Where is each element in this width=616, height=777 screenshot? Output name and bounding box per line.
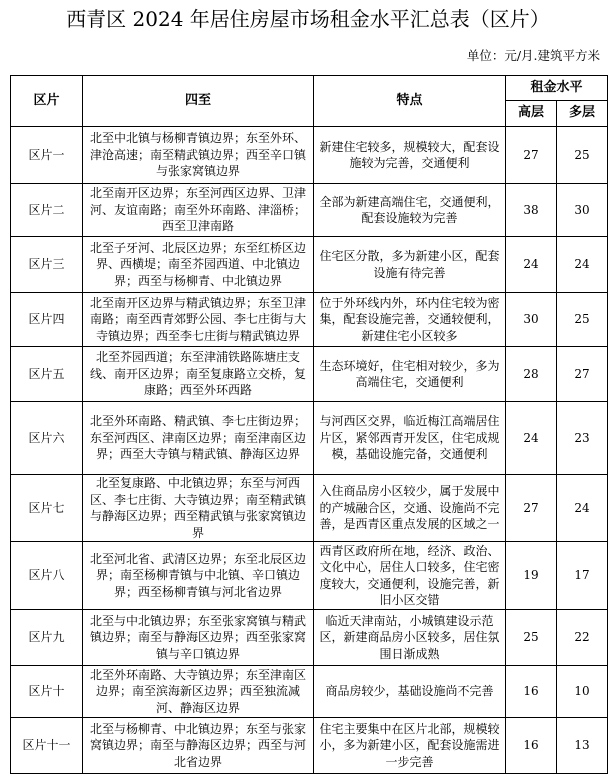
multi-storey-rent: 23 — [557, 402, 608, 475]
district-boundaries: 北至芥园西道；东至津浦铁路陈塘庄支线、南开区边界；南至复康路立交桥，复康路；西至外环西路 — [83, 347, 314, 402]
district-name: 区片十 — [11, 666, 83, 718]
district-boundaries: 北至子牙河、北辰区边界；东至红桥区边界、西横堤；南至芥园西道、中北镇边界；西至与杨柳青、中北镇边界 — [83, 237, 314, 293]
district-name: 区片六 — [11, 402, 83, 475]
district-name: 区片五 — [11, 347, 83, 402]
unit-note: 单位：元/月.建筑平方米 — [466, 48, 600, 63]
district-features: 与河西区交界，临近梅江高端居住片区，紧邻西青开发区，住宅成规模，基础设施完备，交通便利 — [314, 402, 506, 475]
table-row — [11, 237, 608, 293]
column-header-multi-storey: 多层 — [557, 101, 608, 127]
district-features: 全部为新建高端住宅，交通便利，配套设施较为完善 — [314, 184, 506, 237]
multi-storey-rent: 25 — [557, 127, 608, 184]
rent-summary-table — [10, 75, 608, 774]
district-boundaries: 北至与杨柳青、中北镇边界；东至与张家窝镇边界；南至与静海区边界；西至与河北省边界 — [83, 718, 314, 774]
high-rise-rent: 25 — [506, 610, 557, 666]
high-rise-rent: 24 — [506, 237, 557, 293]
district-boundaries: 北至南开区边界与精武镇边界；东至卫津南路；南至西青郊野公园、李七庄街与大寺镇边界；西至李七庄街与精武镇边界 — [83, 293, 314, 347]
high-rise-rent: 16 — [506, 666, 557, 718]
district-name: 区片七 — [11, 475, 83, 542]
table-header-row — [11, 76, 608, 101]
column-header-rent-level: 租金水平 — [506, 76, 608, 101]
multi-storey-rent: 24 — [557, 475, 608, 542]
column-header-high-rise: 高层 — [506, 101, 557, 127]
district-features: 临近天津南站，小城镇建设示范区，新建商品房小区较多，居住氛围日渐成熟 — [314, 610, 506, 666]
column-header-features: 特点 — [314, 76, 506, 127]
district-boundaries: 北至南开区边界；东至河西区边界、卫津河、友谊南路；南至外环南路、津淄桥；西至卫津南路 — [83, 184, 314, 237]
multi-storey-rent: 22 — [557, 610, 608, 666]
high-rise-rent: 27 — [506, 127, 557, 184]
multi-storey-rent: 27 — [557, 347, 608, 402]
high-rise-rent: 16 — [506, 718, 557, 774]
high-rise-rent: 30 — [506, 293, 557, 347]
district-name: 区片八 — [11, 542, 83, 610]
district-boundaries: 北至复康路、中北镇边界；东至与河西区、李七庄街、大寺镇边界；南至精武镇与静海区边界；西至精武镇与张家窝镇边界 — [83, 475, 314, 542]
table-row — [11, 184, 608, 237]
district-name: 区片十一 — [11, 718, 83, 774]
district-features: 位于外环线内外，环内住宅较为密集，配套设施完善，交通较便利，新建住宅小区较多 — [314, 293, 506, 347]
high-rise-rent: 28 — [506, 347, 557, 402]
district-features: 西青区政府所在地，经济、政治、文化中心，居住人口较多，住宅密度较大，交通便利，设施完善，新旧小区交错 — [314, 542, 506, 610]
district-boundaries: 北至与中北镇边界；东至张家窝镇与精武镇边界；南至与静海区边界；西至张家窝镇与辛口镇边界 — [83, 610, 314, 666]
district-name: 区片九 — [11, 610, 83, 666]
high-rise-rent: 19 — [506, 542, 557, 610]
district-boundaries: 北至外环南路、大寺镇边界；东至津南区边界；南至滨海新区边界；西至独流减河、静海区边界 — [83, 666, 314, 718]
high-rise-rent: 24 — [506, 402, 557, 475]
multi-storey-rent: 10 — [557, 666, 608, 718]
district-features: 住宅主要集中在区片北部，规模较小，多为新建小区，配套设施需进一步完善 — [314, 718, 506, 774]
district-features: 商品房较少，基础设施尚不完善 — [314, 666, 506, 718]
district-boundaries: 北至河北省、武清区边界；东至北辰区边界；南至杨柳青镇与中北镇、辛口镇边界；西至杨柳青镇与河北省边界 — [83, 542, 314, 610]
district-name: 区片二 — [11, 184, 83, 237]
column-header-boundaries: 四至 — [83, 76, 314, 127]
column-header-district: 区片 — [11, 76, 83, 127]
district-name: 区片四 — [11, 293, 83, 347]
table-row — [11, 402, 608, 475]
multi-storey-rent: 30 — [557, 184, 608, 237]
district-features: 住宅区分散，多为新建小区，配套设施有待完善 — [314, 237, 506, 293]
district-features: 入住商品房小区较少，属于发展中的产城融合区，交通、设施尚不完善，是西青区重点发展的区域之一 — [314, 475, 506, 542]
high-rise-rent: 38 — [506, 184, 557, 237]
table-row — [11, 127, 608, 184]
page-title: 西青区 2024 年居住房屋市场租金水平汇总表（区片） — [66, 7, 550, 31]
multi-storey-rent: 17 — [557, 542, 608, 610]
multi-storey-rent: 25 — [557, 293, 608, 347]
table-row — [11, 666, 608, 718]
multi-storey-rent: 24 — [557, 237, 608, 293]
district-name: 区片三 — [11, 237, 83, 293]
table-row — [11, 475, 608, 542]
district-boundaries: 北至外环南路、精武镇、李七庄街边界；东至河西区、津南区边界；南至津南区边界；西至大寺镇与精武镇、静海区边界 — [83, 402, 314, 475]
table-row — [11, 542, 608, 610]
table-row — [11, 718, 608, 774]
district-boundaries: 北至中北镇与杨柳青镇边界；东至外环、津沧高速；南至精武镇边界；西至辛口镇与张家窝镇边界 — [83, 127, 314, 184]
multi-storey-rent: 13 — [557, 718, 608, 774]
table-row — [11, 293, 608, 347]
table-row — [11, 610, 608, 666]
district-name: 区片一 — [11, 127, 83, 184]
table-row — [11, 347, 608, 402]
high-rise-rent: 27 — [506, 475, 557, 542]
district-features: 新建住宅较多，规模较大，配套设施较为完善，交通便利 — [314, 127, 506, 184]
district-features: 生态环境好，住宅相对较少，多为高端住宅，交通便利 — [314, 347, 506, 402]
